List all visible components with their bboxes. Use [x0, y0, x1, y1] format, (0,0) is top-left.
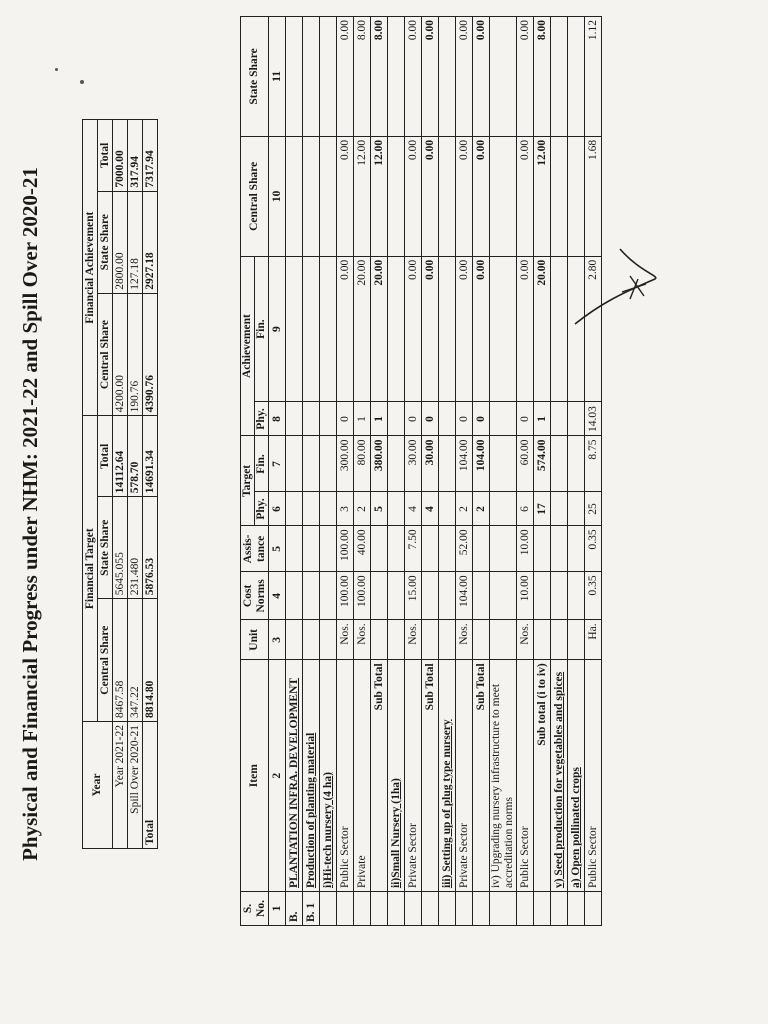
sno-cell — [490, 892, 517, 926]
achievement-fin-cell — [286, 256, 303, 402]
summary-target-central: 8814.80 — [143, 599, 158, 722]
assistance-cell — [534, 526, 551, 572]
cost-norms-cell — [473, 572, 490, 620]
unit-cell — [534, 620, 551, 660]
page-title: Physical and Financial Progress under NHM: 2021-22 and Spill Over 2020-21 — [18, 167, 42, 861]
target-phy-cell — [551, 492, 568, 526]
achievement-state-share-header: State Share — [98, 191, 113, 293]
cost-norms-cell: 10.00 — [517, 572, 534, 620]
summary-year: Spill Over 2020-21 — [128, 722, 143, 849]
financial-target-header: Financial Target — [83, 416, 98, 722]
target-phy-cell: 3 — [337, 492, 354, 526]
unit-cell: Nos. — [517, 620, 534, 660]
unit-cell — [473, 620, 490, 660]
state-share-cell: 8.00 — [354, 17, 371, 137]
assistance-cell — [422, 526, 439, 572]
target-phy-cell: 2 — [473, 492, 490, 526]
unit-cell — [439, 620, 456, 660]
table-row — [439, 17, 456, 926]
sno-cell — [371, 892, 388, 926]
unit-cell — [551, 620, 568, 660]
target-fin-cell: 104.00 — [473, 436, 490, 492]
summary-target-total: 578.70 — [128, 416, 143, 497]
target-fin-cell — [439, 436, 456, 492]
target-phy-cell: 4 — [405, 492, 422, 526]
central-share-cell — [320, 136, 337, 256]
achievement-fin-cell — [490, 256, 517, 402]
year-header: Year — [83, 722, 113, 849]
target-fin-cell: 60.00 — [517, 436, 534, 492]
central-share-cell — [568, 136, 585, 256]
central-share-header: Central Share — [241, 136, 269, 256]
assistance-cell: 7.50 — [405, 526, 422, 572]
target-fin-cell — [551, 436, 568, 492]
cost-norms-cell — [303, 572, 320, 620]
achievement-phy-cell: 0 — [405, 402, 422, 436]
state-share-cell: 0.00 — [456, 17, 473, 137]
assistance-cell — [303, 526, 320, 572]
column-number: 3 — [269, 620, 286, 660]
assistance-cell — [473, 526, 490, 572]
achievement-phy-cell: 0 — [456, 402, 473, 436]
item-cell: a) Open pollinated crops — [568, 660, 585, 892]
unit-header: Unit — [241, 620, 269, 660]
target-fin-cell — [320, 436, 337, 492]
state-share-cell: 8.00 — [534, 17, 551, 137]
achievement-phy-cell: 0 — [337, 402, 354, 436]
assistance-cell — [286, 526, 303, 572]
table-row — [337, 17, 354, 926]
unit-cell — [568, 620, 585, 660]
target-phy-cell — [490, 492, 517, 526]
item-header: Item — [241, 660, 269, 892]
state-share-cell: 1.12 — [585, 17, 602, 137]
column-number: 9 — [269, 256, 286, 402]
table-row — [422, 17, 439, 926]
cost-norms-cell: 15.00 — [405, 572, 422, 620]
target-central-share-header: Central Share — [98, 599, 113, 722]
table-row — [371, 17, 388, 926]
target-fin-cell — [388, 436, 405, 492]
cost-norms-header: Cost Norms — [241, 572, 269, 620]
achievement-central-share-header: Central Share — [98, 293, 113, 416]
sno-cell — [422, 892, 439, 926]
unit-cell — [388, 620, 405, 660]
item-cell: Sub total (i to iv) — [534, 660, 551, 892]
column-number: 7 — [269, 436, 286, 492]
target-fin-cell: 104.00 — [456, 436, 473, 492]
target-total-header: Total — [98, 416, 113, 497]
summary-achievement-state: 127.18 — [128, 191, 143, 293]
summary-achievement-total: 7000.00 — [113, 120, 128, 192]
unit-cell — [320, 620, 337, 660]
sno-cell — [405, 892, 422, 926]
sno-cell — [517, 892, 534, 926]
central-share-cell: 0.00 — [405, 136, 422, 256]
assistance-cell: 0.35 — [585, 526, 602, 572]
column-number: 5 — [269, 526, 286, 572]
achievement-fin-cell: 20.00 — [534, 256, 551, 402]
table-row — [585, 17, 602, 926]
assistance-header: Assis- tance — [241, 526, 269, 572]
table-row — [405, 17, 422, 926]
target-phy-cell — [303, 492, 320, 526]
central-share-cell: 0.00 — [456, 136, 473, 256]
target-fin-cell: 30.00 — [405, 436, 422, 492]
achievement-fin-cell: 0.00 — [517, 256, 534, 402]
target-fin-cell: 574.00 — [534, 436, 551, 492]
central-share-cell — [286, 136, 303, 256]
table-row — [320, 17, 337, 926]
achievement-header: Achievement — [241, 256, 255, 436]
target-phy-cell — [286, 492, 303, 526]
item-cell: iv) Upgrading nursery infrastructure to meet accreditation norms — [490, 660, 517, 892]
unit-cell — [286, 620, 303, 660]
target-phy-cell: 2 — [456, 492, 473, 526]
unit-cell: Ha. — [585, 620, 602, 660]
cost-norms-cell — [371, 572, 388, 620]
handwritten-signature — [560, 244, 670, 334]
sno-cell — [585, 892, 602, 926]
assistance-cell — [551, 526, 568, 572]
column-number: 2 — [269, 660, 286, 892]
achievement-phy-cell — [551, 402, 568, 436]
column-number: 6 — [269, 492, 286, 526]
target-phy-header: Phy. — [255, 492, 269, 526]
achievement-fin-cell: 0.00 — [422, 256, 439, 402]
cost-norms-cell — [422, 572, 439, 620]
achievement-phy-cell: 0 — [473, 402, 490, 436]
target-phy-cell — [439, 492, 456, 526]
target-fin-cell — [303, 436, 320, 492]
achievement-fin-cell: 0.00 — [473, 256, 490, 402]
sno-cell — [354, 892, 371, 926]
table-row — [517, 17, 534, 926]
cost-norms-cell — [320, 572, 337, 620]
central-share-cell — [490, 136, 517, 256]
cost-norms-cell — [490, 572, 517, 620]
cost-norms-cell — [439, 572, 456, 620]
item-cell: Private — [354, 660, 371, 892]
target-phy-cell: 25 — [585, 492, 602, 526]
summary-target-total: 14112.64 — [113, 416, 128, 497]
target-phy-cell: 17 — [534, 492, 551, 526]
summary-target-state: 231.480 — [128, 497, 143, 599]
summary-target-central: 8467.58 — [113, 599, 128, 722]
target-phy-cell — [320, 492, 337, 526]
item-cell: Private Sector — [456, 660, 473, 892]
central-share-cell: 0.00 — [422, 136, 439, 256]
achievement-fin-cell: 0.00 — [405, 256, 422, 402]
achievement-fin-cell: 2.80 — [585, 256, 602, 402]
table-row — [286, 17, 303, 926]
state-share-cell — [286, 17, 303, 137]
column-number: 4 — [269, 572, 286, 620]
summary-table — [82, 119, 158, 849]
achievement-phy-cell — [320, 402, 337, 436]
achievement-phy-cell: 1 — [371, 402, 388, 436]
item-cell: Sub Total — [371, 660, 388, 892]
cost-norms-cell: 0.35 — [585, 572, 602, 620]
state-share-cell — [320, 17, 337, 137]
cost-norms-cell: 104.00 — [456, 572, 473, 620]
target-fin-cell: 300.00 — [337, 436, 354, 492]
scan-speck — [80, 80, 84, 84]
item-cell: Public Sector — [337, 660, 354, 892]
sno-cell: B. 1 — [303, 892, 320, 926]
summary-year: Year 2021-22 — [113, 722, 128, 849]
cost-norms-cell — [551, 572, 568, 620]
achievement-phy-cell — [388, 402, 405, 436]
summary-target-state: 5645.055 — [113, 497, 128, 599]
achievement-phy-cell: 1 — [354, 402, 371, 436]
summary-achievement-state: 2800.00 — [113, 191, 128, 293]
table-row — [490, 17, 517, 926]
achievement-fin-cell — [320, 256, 337, 402]
state-share-cell — [568, 17, 585, 137]
state-share-cell: 0.00 — [337, 17, 354, 137]
assistance-cell — [320, 526, 337, 572]
assistance-cell: 100.00 — [337, 526, 354, 572]
achievement-fin-cell: 20.00 — [371, 256, 388, 402]
summary-achievement-total: 7317.94 — [143, 120, 158, 192]
unit-cell — [371, 620, 388, 660]
achievement-phy-cell: 0 — [422, 402, 439, 436]
state-share-cell — [303, 17, 320, 137]
unit-cell: Nos. — [337, 620, 354, 660]
central-share-cell: 0.00 — [337, 136, 354, 256]
unit-cell: Nos. — [405, 620, 422, 660]
state-share-header: State Share — [241, 17, 269, 137]
central-share-cell: 0.00 — [517, 136, 534, 256]
target-fin-cell: 8.75 — [585, 436, 602, 492]
assistance-cell: 10.00 — [517, 526, 534, 572]
progress-table — [240, 16, 602, 926]
achievement-phy-cell — [439, 402, 456, 436]
target-fin-cell: 380.00 — [371, 436, 388, 492]
achievement-phy-cell — [490, 402, 517, 436]
sno-cell — [456, 892, 473, 926]
target-phy-cell: 5 — [371, 492, 388, 526]
column-number: 11 — [269, 17, 286, 137]
central-share-cell: 0.00 — [473, 136, 490, 256]
state-share-cell — [490, 17, 517, 137]
table-row — [473, 17, 490, 926]
central-share-cell: 12.00 — [371, 136, 388, 256]
achievement-phy-cell: 1 — [534, 402, 551, 436]
achievement-fin-header: Fin. — [255, 256, 269, 402]
target-phy-cell: 4 — [422, 492, 439, 526]
state-share-cell: 0.00 — [517, 17, 534, 137]
target-header: Target — [241, 436, 255, 526]
cost-norms-cell — [534, 572, 551, 620]
summary-row — [113, 120, 128, 849]
cost-norms-cell — [568, 572, 585, 620]
summary-target-central: 347.22 — [128, 599, 143, 722]
cost-norms-cell — [388, 572, 405, 620]
sno-cell — [568, 892, 585, 926]
cost-norms-cell: 100.00 — [337, 572, 354, 620]
unit-cell: Nos. — [354, 620, 371, 660]
summary-year: Total — [143, 722, 158, 849]
item-cell: iii) Setting up of plug type nursery — [439, 660, 456, 892]
assistance-cell: 52.00 — [456, 526, 473, 572]
financial-achievement-header: Financial Achievement — [83, 120, 98, 416]
assistance-cell — [371, 526, 388, 572]
sno-cell — [388, 892, 405, 926]
table-row — [568, 17, 585, 926]
scan-speck — [55, 68, 58, 71]
summary-achievement-state: 2927.18 — [143, 191, 158, 293]
sno-cell — [551, 892, 568, 926]
cost-norms-cell — [286, 572, 303, 620]
achievement-fin-cell — [388, 256, 405, 402]
table-row — [354, 17, 371, 926]
achievement-phy-cell: 14.03 — [585, 402, 602, 436]
target-fin-cell: 80.00 — [354, 436, 371, 492]
achievement-phy-cell: 0 — [517, 402, 534, 436]
item-cell: Sub Total — [473, 660, 490, 892]
column-number: 8 — [269, 402, 286, 436]
central-share-cell — [388, 136, 405, 256]
state-share-cell — [388, 17, 405, 137]
summary-achievement-central: 4200.00 — [113, 293, 128, 416]
target-phy-cell — [388, 492, 405, 526]
state-share-cell — [551, 17, 568, 137]
assistance-cell — [568, 526, 585, 572]
central-share-cell: 12.00 — [354, 136, 371, 256]
achievement-phy-cell — [286, 402, 303, 436]
target-state-share-header: State Share — [98, 497, 113, 599]
target-phy-cell: 2 — [354, 492, 371, 526]
assistance-cell: 40.00 — [354, 526, 371, 572]
sno-cell — [320, 892, 337, 926]
unit-cell: Nos. — [456, 620, 473, 660]
summary-total-row — [143, 120, 158, 849]
summary-achievement-central: 4390.76 — [143, 293, 158, 416]
achievement-phy-cell — [303, 402, 320, 436]
cost-norms-cell: 100.00 — [354, 572, 371, 620]
assistance-cell — [439, 526, 456, 572]
assistance-cell — [490, 526, 517, 572]
item-cell: Public Sector — [517, 660, 534, 892]
sno-cell — [473, 892, 490, 926]
sno-cell: B. — [286, 892, 303, 926]
achievement-fin-cell — [439, 256, 456, 402]
target-fin-cell: 30.00 — [422, 436, 439, 492]
central-share-cell — [439, 136, 456, 256]
item-cell: v) Seed production for vegetables and spices — [551, 660, 568, 892]
central-share-cell — [303, 136, 320, 256]
summary-target-total: 14691.34 — [143, 416, 158, 497]
state-share-cell: 0.00 — [473, 17, 490, 137]
column-number: 1 — [269, 892, 286, 926]
summary-achievement-central: 190.76 — [128, 293, 143, 416]
sno-cell — [337, 892, 354, 926]
target-fin-cell — [286, 436, 303, 492]
item-cell: Sub Total — [422, 660, 439, 892]
assistance-cell — [388, 526, 405, 572]
state-share-cell: 0.00 — [422, 17, 439, 137]
achievement-fin-cell: 0.00 — [337, 256, 354, 402]
unit-cell — [490, 620, 517, 660]
item-cell: Private Sector — [405, 660, 422, 892]
target-fin-cell — [490, 436, 517, 492]
central-share-cell: 1.68 — [585, 136, 602, 256]
table-row — [388, 17, 405, 926]
target-fin-header: Fin. — [255, 436, 269, 492]
target-phy-cell — [568, 492, 585, 526]
column-number-row — [269, 17, 286, 926]
item-cell: PLANTATION INFRA. DEVELOPMENT — [286, 660, 303, 892]
target-phy-cell: 6 — [517, 492, 534, 526]
table-row — [303, 17, 320, 926]
item-cell: Production of planting material — [303, 660, 320, 892]
summary-row — [128, 120, 143, 849]
table-row — [551, 17, 568, 926]
sno-cell — [439, 892, 456, 926]
item-cell: ii)Small Nursery (1ha) — [388, 660, 405, 892]
central-share-cell: 12.00 — [534, 136, 551, 256]
target-fin-cell — [568, 436, 585, 492]
achievement-fin-cell: 0.00 — [456, 256, 473, 402]
achievement-phy-header: Phy. — [255, 402, 269, 436]
achievement-total-header: Total — [98, 120, 113, 192]
state-share-cell: 0.00 — [405, 17, 422, 137]
unit-cell — [303, 620, 320, 660]
summary-achievement-total: 317.94 — [128, 120, 143, 192]
column-number: 10 — [269, 136, 286, 256]
central-share-cell — [551, 136, 568, 256]
item-cell: Public Sector — [585, 660, 602, 892]
achievement-phy-cell — [568, 402, 585, 436]
unit-cell — [422, 620, 439, 660]
summary-target-state: 5876.53 — [143, 497, 158, 599]
table-row — [456, 17, 473, 926]
achievement-fin-cell: 20.00 — [354, 256, 371, 402]
table-row — [534, 17, 551, 926]
item-cell: i)Hi-tech nursery (4 ha) — [320, 660, 337, 892]
state-share-cell: 8.00 — [371, 17, 388, 137]
sno-header: S. No. — [241, 892, 269, 926]
sno-cell — [534, 892, 551, 926]
state-share-cell — [439, 17, 456, 137]
achievement-fin-cell — [303, 256, 320, 402]
